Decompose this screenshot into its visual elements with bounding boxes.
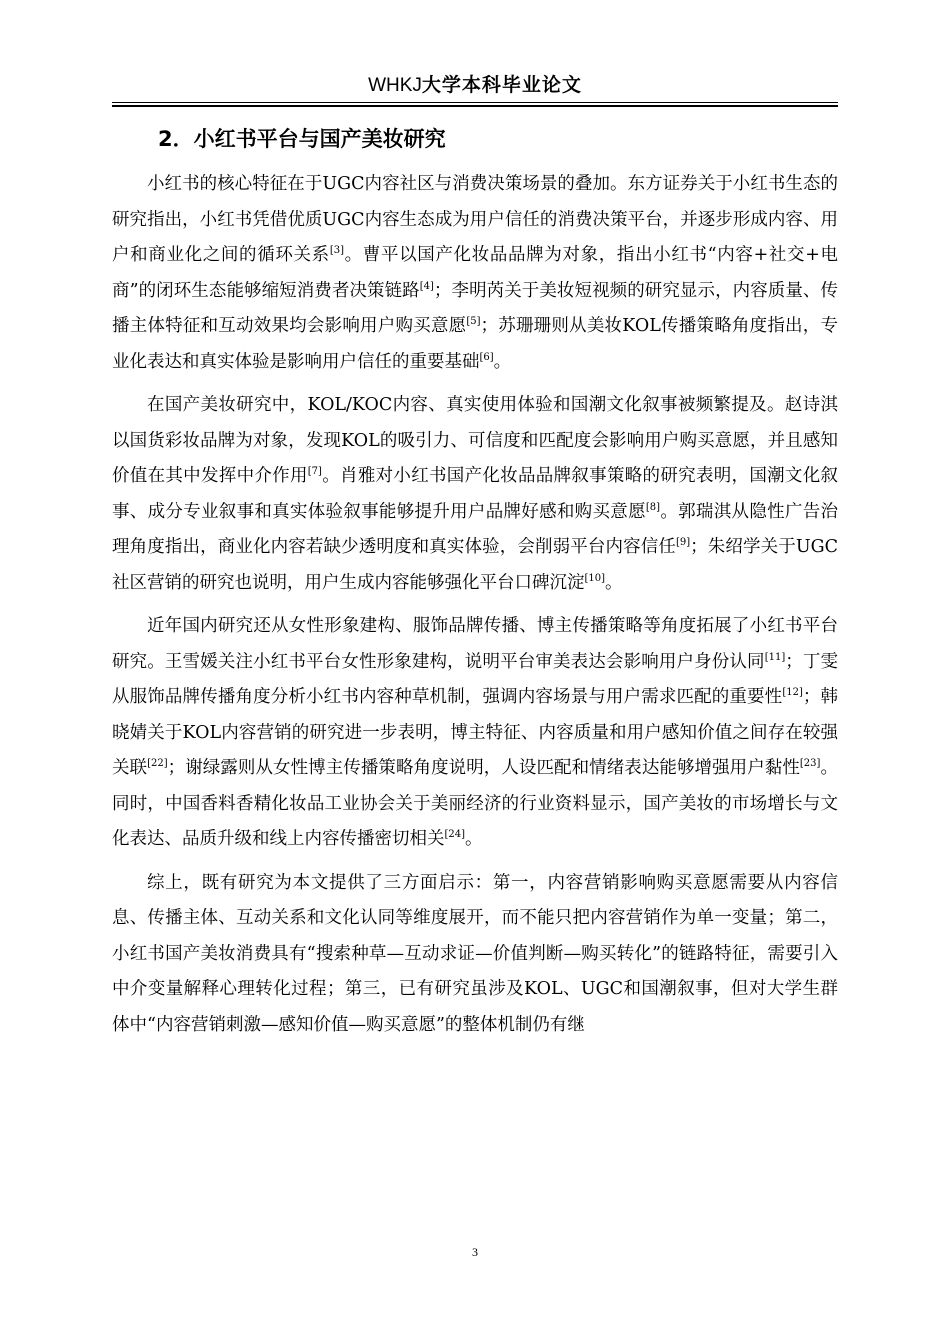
citation-ref: [12] [782,687,803,699]
paragraph-text: 。同时，中国香料香精化妆品工业协会关于美丽经济的行业资料显示，国产美妆的市场增长与文化表达、品质升级和线上内容传播密切相关 [112,758,838,849]
paragraph-text: ；李明芮关于美妆短视频的研究显示，内容质量、传播主体特征和互动效果均会影响用户购买意愿 [112,280,839,336]
header-rule-thin [112,102,838,103]
paragraph [112,866,838,1044]
paragraph-text: 在国产美妆研究中，KOL/KOC内容、真实使用体验和国潮文化叙事被频繁提及。赵诗淇以国货彩妆品牌为对象，发现KOL的吸引力、可信度和匹配度会影响用户购买意愿，并且感知价值在其中发挥中介作用 [112,395,838,486]
citation-ref: [4] [419,280,434,292]
citation-ref: [7] [307,466,322,478]
citation-ref: [24] [444,829,466,841]
paragraph-text: 小红书的核心特征在于UGC内容社区与消费决策场景的叠加。东方证券关于小红书生态的研究指出，小红书凭借优质UGC内容生态成为用户信任的消费决策平台，并逐步形成内容、用户和商业化之间的循环关系 [112,174,838,265]
paragraph [112,609,838,858]
paragraph-text: ；韩晓婧关于KOL内容营销的研究进一步表明，博主特征、内容质量和用户感知价值之间存在较强关联 [112,687,838,778]
citation-ref: [23] [799,758,821,770]
citation-ref: [9] [675,537,691,549]
citation-ref: [10] [584,572,606,584]
paragraph-text: ；谢绿露则从女性博主传播策略角度说明，人设匹配和情绪表达能够增强用户黏性 [167,758,800,778]
citation-ref: [8] [645,501,661,513]
header-title: 大学本科毕业论文 [421,74,582,96]
section-heading: 2．小红书平台与国产美妆研究 [158,127,446,151]
body-text [112,167,838,1051]
citation-ref: [5] [466,316,481,328]
paragraph [112,167,838,380]
header-rule-thick [112,105,838,107]
paragraph-text: 。郭瑞淇从隐性广告治理角度指出，商业化内容若缺少透明度和真实体验，会削弱平台内容信任 [112,501,839,557]
citation-ref: [3] [329,245,344,257]
paragraph-text: ；朱绍学关于UGC社区营销的研究也说明，用户生成内容能够强化平台口碑沉淀 [112,537,839,593]
paragraph-text: 。曹平以国产化妆品品牌为对象，指出小红书“内容+社交+电商”的闭环生态能够缩短消费者决策链路 [112,245,839,301]
citation-ref: [22] [147,758,168,770]
citation-ref: [6] [479,351,494,363]
citation-ref: [11] [764,651,786,663]
paragraph-text: 。肖雅对小红书国产化妆品品牌叙事策略的研究表明，国潮文化叙事、成分专业叙事和真实体验叙事能够提升用户品牌好感和购买意愿 [112,466,839,522]
paragraph-text: 近年国内研究还从女性形象建构、服饰品牌传播、博主传播策略等角度拓展了小红书平台研究。王雪媛关注小红书平台女性形象建构，说明平台审美表达会影响用户身份认同 [112,616,838,672]
running-header [0,70,950,97]
paragraph-text: ；苏珊珊则从美妆KOL传播策略角度指出，专业化表达和真实体验是影响用户信任的重要基础 [112,316,838,372]
paragraph-text: 综上，既有研究为本文提供了三方面启示：第一，内容营销影响购买意愿需要从内容信息、传播主体、互动关系和文化认同等维度展开，而不能只把内容营销作为单一变量；第二，小红书国产美妆消费具有“搜索种草—互动求证—价值判断—购买转化”的链路特征，需要引入中介变量解释心理转化过程；第三，已有研究虽涉及KOL、UGC和国潮叙事，但对大学生群体中“内容营销刺激—感知价值—购买意愿”的整体机制仍有继 [112,872,838,1035]
paragraph-text: 。 [493,351,512,372]
paragraph-text: 。 [465,829,483,849]
header-school-code: WHKJ [368,75,422,96]
paragraph-text: ；丁雯从服饰品牌传播角度分析小红书内容种草机制，强调内容场景与用户需求匹配的重要性 [112,651,838,707]
paragraph [112,388,838,601]
paragraph-text: 。 [605,572,623,593]
page-number: 3 [472,1245,478,1259]
